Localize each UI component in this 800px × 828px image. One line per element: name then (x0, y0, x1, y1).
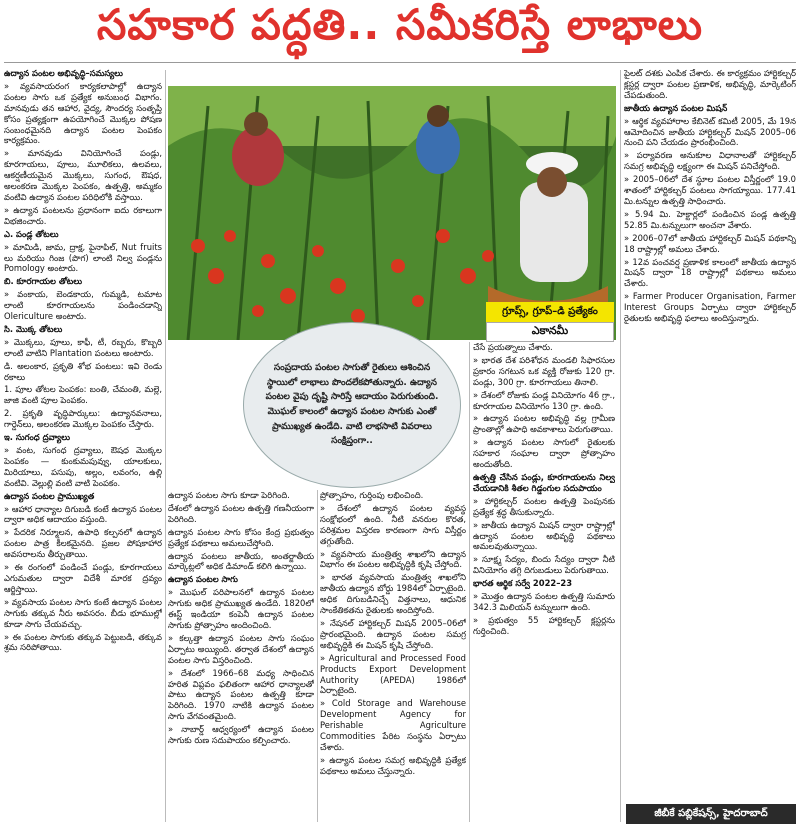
paragraph: » 2006–07లో జాతీయ హార్టికల్చర్ మిషన్ పథకాన్ని 18 రాష్ట్రాల్లో అమలు చేశారు. (624, 233, 796, 255)
section-heading: భారత ఆర్థిక సర్వే 2022–23 (473, 578, 573, 589)
headline (0, 0, 800, 60)
paragraph: » ఈ రంగంలో పండించే పండ్లు, కూరగాయలు ఎగుమతుల ద్వారా విదేశీ మారక ద్రవ్యం ఆర్జిస్తాయి. (4, 562, 162, 595)
paragraph: దేశంలో ఉద్యాన పంటల ఉత్పత్తి గణనీయంగా పెరిగింది. (168, 502, 314, 524)
paragraph: » భారత వ్యవసాయ మంత్రిత్వ శాఖలోని జాతీయ ఉద్యాన బోర్డు 1984లో ఏర్పాటైంది. అధిక దిగుబడినిచ్చే విత్తనాలు, ఆధునిక సాంకేతికతను రైతులకు అందిస్తోంది. (320, 572, 466, 616)
paragraph: చేసే ప్రయత్నాలు చేశారు. (473, 342, 553, 352)
column-5 (624, 68, 796, 800)
column-divider (317, 490, 318, 822)
paragraph: » సూక్ష్మ సేద్యం, బిందు సేద్యం ద్వారా నీటి వినియోగం తగ్గి దిగుబడులు పెరుగుతాయి. (473, 554, 615, 576)
paragraph: » 5.94 మి. హెక్టార్లలో పండించిన పండ్ల ఉత్పత్తి 52.85 మి.టన్నులుగా అంచనా వేశారు. (624, 209, 796, 231)
paragraph: » ఆహార ధాన్యాల దిగుబడి కంటే ఉద్యాన పంటల ద్వారా అధిక ఆదాయం వస్తుంది. (4, 504, 162, 526)
paragraph: ఉద్యాన పంటల సాగు కూడా పెరిగింది. (168, 490, 290, 500)
paragraph: » వంట, సుగంధ ద్రవ్యాలు, ఔషధ మొక్కల పెంపకం — కుంకుమపువ్వు, యాలకులు, మిరియాలు, పసుపు, అల్లం, లవంగం, ఉల్లి వంటివి. వెల్లుల్లి వంటి వాటి పెంపకం. (4, 445, 162, 489)
section-heading: ఇ. సుగంధ ద్రవ్యాలు (4, 432, 70, 443)
paragraph: » ఉద్యాన పంటల అభివృద్ధి వల్ల గ్రామీణ ప్రాంతాల్లో ఉపాధి అవకాశాలు పెరుగుతాయి. (473, 413, 615, 435)
paragraph: » మొఘల్ పరిపాలనలో ఉద్యాన పంటల సాగుకు అధిక ప్రాముఖ్యత ఉండేది. 1820లో ఈస్ట్ ఇండియా కంపెనీ ఉద్యాన పంటల సాగుకు ప్రోత్సాహం అందించింది. (168, 587, 314, 631)
section-heading: సి. మొక్క తోటలు (4, 323, 63, 334)
paragraph: » ఆర్థిక వ్యవహారాల కేబినెట్ కమిటీ 2005, మే 19న ఆమోదించిన జాతీయ హార్టికల్చర్ మిషన్ 2005–06 నుంచి పని చేయడం ప్రారంభించింది. (624, 116, 796, 149)
paragraph: » వ్యవసాయరంగ కార్యకలాపాల్లో ఉద్యాన పంటల సాగు ఒక ప్రత్యేక అనుబంధ విభాగం. మానవుడు తన ఆహార, వైద్య, సౌందర్య సంతృప్తి కోసం ప్రత్యక్షంగా ఉపయోగించే మొక్కల పోషణ సంబంధమైనది ఉద్యాన పంటల పెంపకం కార్యక్రమం. (4, 81, 162, 146)
callout-box (243, 322, 461, 488)
paragraph: » మొక్కలు, పూలు, కాఫీ, టీ, రబ్బరు, కొబ్బరి లాంటి వాటిని Plantation పంటలు అంటారు. (4, 337, 162, 359)
title-divider (4, 62, 796, 63)
paragraph: » పర్యావరణ అనుకూల విధానాలతో హార్టికల్చర్ సమగ్ర అభివృద్ధి లక్ష్యంగా ఈ మిషన్ పనిచేస్తోంది. (624, 150, 796, 172)
section-heading: ఉద్యాన పంటల అభివృద్ధి–సమస్యలు (4, 68, 123, 78)
caption-box (486, 302, 614, 340)
section-heading: ఎ. పండ్ల తోటలు (4, 228, 59, 239)
paragraph: » వంకాయ, బెండకాయ, గుమ్మడి, టమాట లాంటి కూరగాయలను పండించడాన్ని Olericulture అంటారు. (4, 289, 162, 322)
callout-text: సంప్రదాయ పంటల సాగుతో రైతులు ఆశించిన స్థాయిలో లాభాలు పొందలేకపోతున్నారు. ఉద్యాన పంటల వైపు దృష్టి సారిస్తే ఆదాయం పెరుగుతుంది. మొఘల్ కాలంలో ఉద్యాన పంటల సాగుకు ఎంతో ప్రాముఖ్యత ఉండేది. వాటి లాభసాటి వివరాలు సంక్షిప్తంగా.. (265, 363, 439, 447)
paragraph: 1. పూల తోటల పెంపకం: బంతి, చేమంతి, మల్లె, జాజి వంటి పూల పెంపకం. (4, 384, 162, 406)
paragraph: డి. అలంకార, ప్రకృతి శోభ పంటలు: ఇవి రెండు రకాలు (4, 360, 162, 382)
column-divider (620, 70, 621, 822)
paragraph: » హార్టికల్చర్ పంటల ఉత్పత్తి పెంపునకు ప్రత్యేక శ్రద్ధ తీసుకున్నారు. (473, 496, 615, 518)
paragraph: » Farmer Producer Organisation, Farmer Interest Groups ఏర్పాటు ద్వారా హార్టికల్చర్ రైతులకు అభివృద్ధి ఫలాలు అందిస్తున్నారు. (624, 291, 796, 324)
paragraph: 2. ప్రకృతి వృద్ధిపార్కులు: ఉద్యానవనాలు, గార్డెన్‌లు, అలంకరణ మొక్కల పెంపకం చేస్తారు. (4, 408, 162, 430)
paragraph: » మొత్తం ఉద్యాన పంటల ఉత్పత్తి సుమారు 342.3 మిలియన్ టన్నులుగా ఉంది. (473, 591, 615, 613)
paragraph: » 12వ పంచవర్ష ప్రణాళిక కాలంలో జాతీయ ఉద్యాన మిషన్ ద్వారా 18 రాష్ట్రాల్లో పథకాలు అమలు చేశారు. (624, 257, 796, 290)
paragraph: » 2005–06లో దేశ స్థూల పంటల విస్తీర్ణంలో 19.0 శాతంలో హార్టికల్చర్ పంటలు సాగయ్యాయి. 177.41 మి.టన్నుల ఉత్పత్తి సాధించారు. (624, 174, 796, 207)
column-divider (165, 70, 166, 822)
paragraph: » నేషనల్ హార్టికల్చర్ మిషన్ 2005–06లో ప్రారంభమైంది. ఉద్యాన పంటల సమగ్ర అభివృద్ధికి ఈ మిషన్ కృషి చేస్తోంది. (320, 618, 466, 651)
paragraph: » ఈ పంటల సాగుకు తక్కువ పెట్టుబడి, తక్కువ శ్రమ సరిపోతాయి. (4, 632, 162, 654)
paragraph: ప్రోత్సాహం, గుర్తింపు లభించింది. (320, 490, 424, 500)
section-heading: బి. కూరగాయల తోటలు (4, 276, 83, 287)
section-heading: జాతీయ ఉద్యాన పంటల మిషన్ (624, 102, 728, 113)
paragraph: » భారత దేశ పరిశోధన మండలి సిఫారసుల ప్రకారం సగటున ఒక వ్యక్తి రోజుకు 120 గ్రా. పండ్లు, 300 గ్రా. కూరగాయలు తినాలి. (473, 355, 615, 388)
column-1 (4, 68, 162, 824)
paragraph: » కల్కత్తా ఉద్యాన పంటల సాగు సంఘం ఏర్పాటు అయ్యింది. తర్వాత దేశంలో ఉద్యాన పంటల సాగు విస్తరించింది. (168, 633, 314, 666)
paragraph: » ఉద్యాన పంటలను ప్రధానంగా ఐదు రకాలుగా విభజించారు. (4, 205, 162, 227)
column-4 (473, 342, 615, 824)
paragraph: » మామిడి, జామ, ద్రాక్ష, పైనాపిల్, Nut fruits లు మరియు గింజ (పొగ) లాంటి నిల్వ పండ్లను Pomology అంటారు. (4, 242, 162, 275)
paragraph: » దేశంలో 1966–68 మధ్య సాధించిన హరిత విప్లవం ఫలితంగా ఆహార ధాన్యాలతో పాటు ఉద్యాన పంటల ఉత్పత్తి కూడా పెరిగింది. 1970 నాటికి ఉద్యాన పంటల సాగు వేగవంతమైంది. (168, 668, 314, 723)
headline-text: సహకార పద్ధతి.. సమీకరిస్తే లాభాలు (96, 0, 704, 49)
paragraph: » పేదరిక నిర్మూలన, ఉపాధి కల్పనలో ఉద్యాన పంటల పాత్ర కీలకమైనది. ప్రజల పోషకాహార అవసరాలను తీర్చుతాయి. (4, 527, 162, 560)
paragraph: » Cold Storage and Warehouse Development Agency for Perishable Agriculture Commodities పేరిట సంస్థను ఏర్పాటు చేశారు. (320, 698, 466, 753)
section-heading: ఉద్యాన పంటల సాగు (168, 574, 238, 585)
paragraph: » వ్యవసాయ పంటల సాగు కంటే ఉద్యాన పంటల సాగుకు తక్కువ నీరు అవసరం. బీడు భూముల్లో కూడా సాగు చేయవచ్చు. (4, 597, 162, 630)
paragraph: » వ్యవసాయ మంత్రిత్వ శాఖలోని ఉద్యాన విభాగం ఈ పంటల అభివృద్ధికి కృషి చేస్తోంది. (320, 549, 466, 571)
paragraph: » నాబార్డ్ ఆధ్వర్యంలో ఉద్యాన పంటల సాగుకు రుణ సదుపాయం కల్పించారు. (168, 724, 314, 746)
column-3 (320, 490, 466, 824)
column-2 (168, 490, 314, 824)
section-heading: ఉత్పత్తి చేసిన పండ్లు, కూరగాయలను నిల్వ చేయడానికి శీతల గిడ్డంగుల సదుపాయం (473, 471, 615, 493)
caption-section: ఎకానమీ (486, 322, 614, 342)
paragraph: » Agricultural and Processed Food Products Export Development Authority (APEDA) 1986లో ఏర్పాటైంది. (320, 653, 466, 697)
paragraph: » ప్రభుత్వం 55 హార్టికల్చర్ క్లస్టర్లను గుర్తించింది. (473, 615, 615, 637)
column-divider (469, 342, 470, 822)
paragraph: » మానవుడు వినియోగించే పండ్లు, కూరగాయలు, పూలు, మూలికలు, ఉలవలు, ఆకర్షణీయమైన మొక్కలు, సుగంధ, ఔషధ, అలంకరణ మొక్కల పెంపకం, ఉత్పత్తి, అమ్మకం వంటివి ఉద్యాన పంటల పరిధిలోకి వస్తాయి. (4, 148, 162, 203)
paragraph: » ఉద్యాన పంటల సాగులో రైతులకు సహకార సంఘాల ద్వారా ప్రోత్సాహం అందుతోంది. (473, 437, 615, 470)
paragraph: ఉద్యాన పంటలు జాతీయ, అంతర్జాతీయ మార్కెట్లలో అధిక డిమాండ్ కలిగి ఉన్నాయి. (168, 550, 314, 572)
paragraph: పైలట్ దశకు ఎంపిక చేశారు. ఈ కార్యక్రమం హార్టికల్చర్ క్లస్టర్ల ద్వారా పంటల ప్రణాళిక, అభివృద్ధి, మార్కెటింగ్ చేపడుతుంది. (624, 68, 796, 100)
paragraph: » దేశంలో రోజుకు పండ్ల వినియోగం 46 గ్రా., కూరగాయల వినియోగం 130 గ్రా. ఉంది. (473, 390, 615, 412)
paragraph: » దేశంలో ఉద్యాన పంటల వ్యవస్థ సంక్షోభంలో ఉంది. నీటి వనరుల కొరత, పరిశ్రమల విస్తరణ కారణంగా సాగు విస్తీర్ణం తగ్గుతోంది. (320, 503, 466, 547)
publisher-footer: జీబీకే పబ్లికేషన్స్, హైదరాబాద్ (626, 804, 796, 824)
caption-label: గ్రూప్స్, గ్రూప్–డి ప్రత్యేకం (486, 302, 614, 322)
column-2-top (168, 342, 238, 488)
paragraph: ఉద్యాన పంటల సాగు కోసం కేంద్ర ప్రభుత్వం ప్రత్యేక పథకాలు అమలుచేస్తోంది. (168, 526, 314, 548)
section-heading: ఉద్యాన పంటల ప్రాముఖ్యత (4, 490, 95, 501)
paragraph: » ఉద్యాన పంటల సమగ్ర అభివృద్ధికి ప్రత్యేక పథకాలు అమలు చేస్తున్నారు. (320, 755, 466, 777)
paragraph: » జాతీయ ఉద్యాన మిషన్ ద్వారా రాష్ట్రాల్లో ఉద్యాన పంటల అభివృద్ధి పథకాలు అమలవుతున్నాయి. (473, 520, 615, 553)
